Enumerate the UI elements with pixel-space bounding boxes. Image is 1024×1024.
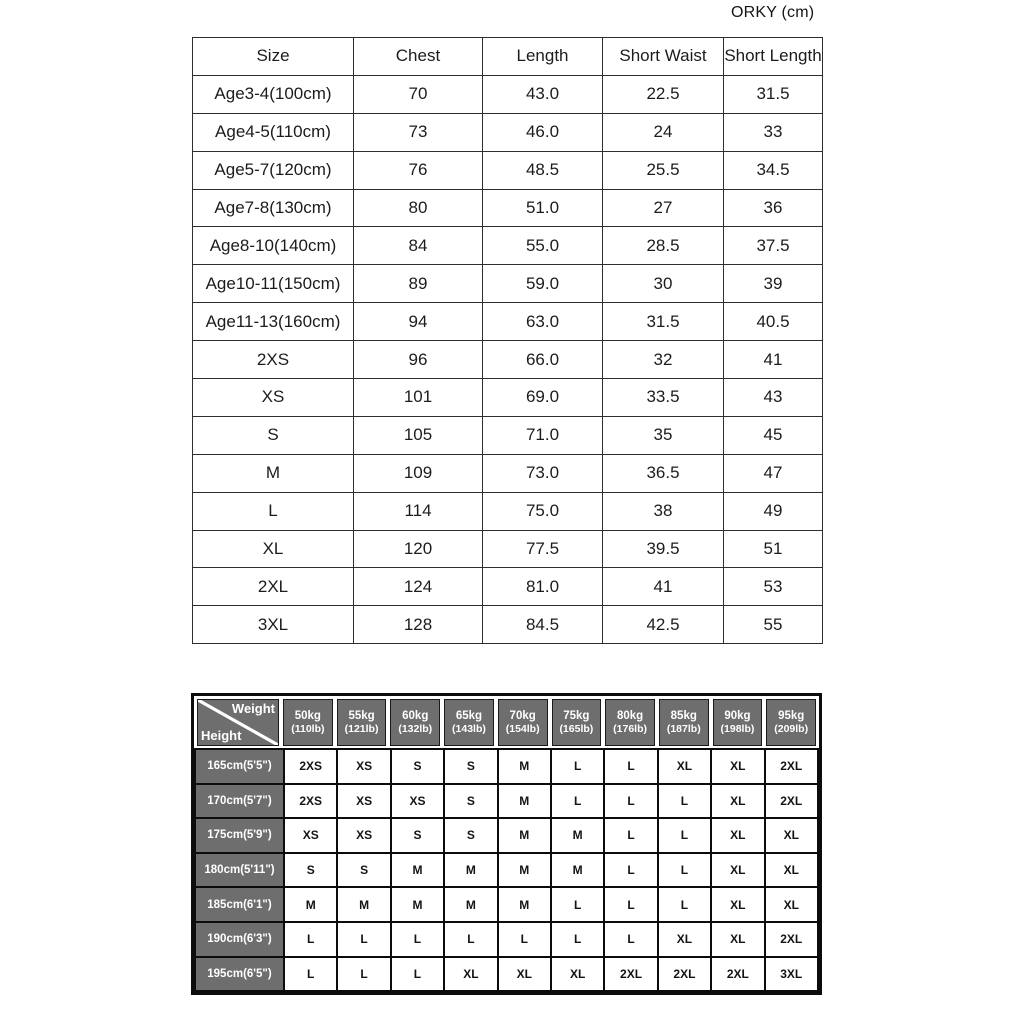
measurement-cell: 80: [354, 189, 483, 227]
size-table-row: [193, 568, 823, 606]
weight-kg-label: 60kg: [402, 710, 429, 723]
measurement-cell: 84.5: [483, 606, 603, 644]
recommended-size-cell: XS: [337, 784, 390, 819]
recommended-size-cell: 2XL: [765, 749, 818, 784]
size-label-cell: 3XL: [193, 606, 354, 644]
measurement-cell: 35: [603, 416, 724, 454]
fit-matrix-row: [195, 887, 818, 922]
recommended-size-cell: S: [444, 784, 497, 819]
measurement-cell: 30: [603, 265, 724, 303]
measurement-cell: 69.0: [483, 379, 603, 417]
fit-matrix-table: [194, 748, 819, 992]
measurement-cell: 27: [603, 189, 724, 227]
recommended-size-cell: XL: [444, 957, 497, 992]
measurement-cell: 96: [354, 341, 483, 379]
recommended-size-cell: L: [604, 784, 657, 819]
recommended-size-cell: L: [604, 887, 657, 922]
recommended-size-cell: M: [444, 853, 497, 888]
recommended-size-cell: L: [604, 922, 657, 957]
measurement-cell: 24: [603, 113, 724, 151]
recommended-size-cell: L: [658, 784, 711, 819]
recommended-size-cell: XL: [711, 818, 764, 853]
brand-unit-label: ORKY (cm): [731, 4, 815, 21]
weight-lb-label: (110lb): [291, 722, 325, 735]
measurement-cell: 51.0: [483, 189, 603, 227]
weight-kg-label: 80kg: [616, 710, 644, 723]
recommended-size-cell: XL: [498, 957, 551, 992]
size-table-row: [193, 75, 823, 113]
measurement-cell: 47: [724, 454, 823, 492]
column-header-chest: Chest: [354, 38, 483, 76]
measurement-cell: 25.5: [603, 151, 724, 189]
fit-matrix-row: [195, 749, 818, 784]
measurement-cell: 49: [724, 492, 823, 530]
measurement-cell: 34.5: [724, 151, 823, 189]
weight-header-cell: [713, 699, 763, 746]
measurement-cell: 94: [354, 303, 483, 341]
recommended-size-cell: L: [337, 957, 390, 992]
weight-kg-label: 65kg: [455, 710, 483, 723]
size-label-cell: XL: [193, 530, 354, 568]
recommended-size-cell: L: [391, 957, 444, 992]
measurement-cell: 39: [724, 265, 823, 303]
measurement-cell: 89: [354, 265, 483, 303]
recommended-size-cell: XL: [658, 749, 711, 784]
recommended-size-cell: L: [551, 887, 604, 922]
measurement-cell: 63.0: [483, 303, 603, 341]
weight-lb-label: (143lb): [452, 722, 486, 735]
weight-lb-label: (165lb): [559, 722, 594, 735]
recommended-size-cell: L: [551, 784, 604, 819]
size-label-cell: Age5-7(120cm): [193, 151, 354, 189]
recommended-size-cell: S: [284, 853, 337, 888]
recommended-size-cell: M: [498, 853, 551, 888]
measurement-cell: 28.5: [603, 227, 724, 265]
measurement-cell: 120: [354, 530, 483, 568]
measurement-cell: 109: [354, 454, 483, 492]
measurement-cell: 71.0: [483, 416, 603, 454]
weight-kg-label: 85kg: [670, 710, 697, 723]
recommended-size-cell: XL: [711, 853, 764, 888]
recommended-size-cell: XS: [337, 749, 390, 784]
recommended-size-cell: L: [444, 922, 497, 957]
size-label-cell: Age10-11(150cm): [193, 265, 354, 303]
recommended-size-cell: 3XL: [765, 957, 818, 992]
weight-lb-label: (198lb): [720, 722, 755, 735]
height-header-cell: 180cm(5'11"): [195, 853, 284, 888]
weight-kg-label: 50kg: [294, 710, 321, 723]
column-header-length: Length: [483, 38, 603, 76]
recommended-size-cell: M: [284, 887, 337, 922]
weight-header-cell: [390, 699, 440, 746]
recommended-size-cell: L: [604, 749, 657, 784]
recommended-size-cell: M: [444, 887, 497, 922]
recommended-size-cell: XL: [765, 818, 818, 853]
measurement-cell: 77.5: [483, 530, 603, 568]
recommended-size-cell: L: [604, 818, 657, 853]
recommended-size-cell: 2XL: [711, 957, 764, 992]
size-label-cell: Age3-4(100cm): [193, 75, 354, 113]
weight-kg-label: 90kg: [724, 710, 751, 723]
measurement-cell: 33.5: [603, 379, 724, 417]
measurement-cell: 76: [354, 151, 483, 189]
measurement-cell: 124: [354, 568, 483, 606]
recommended-size-cell: M: [337, 887, 390, 922]
weight-lb-label: (154lb): [505, 722, 540, 735]
measurement-cell: 128: [354, 606, 483, 644]
recommended-size-cell: XS: [391, 784, 444, 819]
recommended-size-cell: M: [498, 887, 551, 922]
measurement-cell: 39.5: [603, 530, 724, 568]
recommended-size-cell: M: [391, 887, 444, 922]
weight-lb-label: (121lb): [344, 722, 379, 735]
recommended-size-cell: M: [498, 784, 551, 819]
size-table-row: [193, 303, 823, 341]
size-label-cell: Age7-8(130cm): [193, 189, 354, 227]
recommended-size-cell: XS: [337, 818, 390, 853]
fit-matrix-header-row: [194, 696, 819, 748]
size-label-cell: L: [193, 492, 354, 530]
measurement-cell: 70: [354, 75, 483, 113]
measurement-cell: 45: [724, 416, 823, 454]
height-header-cell: 195cm(6'5"): [195, 957, 284, 992]
recommended-size-cell: M: [498, 749, 551, 784]
size-table-row: [193, 189, 823, 227]
size-label-cell: M: [193, 454, 354, 492]
weight-header-cell: [283, 699, 333, 746]
size-table-row: [193, 416, 823, 454]
recommended-size-cell: L: [658, 853, 711, 888]
recommended-size-cell: M: [551, 853, 604, 888]
column-header-short-length: Short Length: [724, 38, 823, 76]
fit-matrix-row: [195, 922, 818, 957]
size-table-row: [193, 606, 823, 644]
size-table: [192, 37, 823, 644]
fit-matrix: [191, 693, 822, 995]
measurement-cell: 41: [603, 568, 724, 606]
measurement-cell: 43.0: [483, 75, 603, 113]
size-table-row: [193, 454, 823, 492]
recommended-size-cell: XL: [765, 853, 818, 888]
weight-header-cell: [444, 699, 494, 746]
recommended-size-cell: L: [658, 818, 711, 853]
weight-header-cell: [659, 699, 709, 746]
size-table-row: [193, 530, 823, 568]
weight-lb-label: (187lb): [666, 722, 701, 735]
recommended-size-cell: L: [658, 887, 711, 922]
size-label-cell: S: [193, 416, 354, 454]
measurement-cell: 55: [724, 606, 823, 644]
fit-matrix-row: [195, 784, 818, 819]
measurement-cell: 38: [603, 492, 724, 530]
measurement-cell: 33: [724, 113, 823, 151]
measurement-cell: 53: [724, 568, 823, 606]
measurement-cell: 41: [724, 341, 823, 379]
measurement-cell: 84: [354, 227, 483, 265]
weight-kg-label: 95kg: [778, 710, 805, 723]
measurement-cell: 43: [724, 379, 823, 417]
weight-header-cell: [605, 699, 655, 746]
fit-matrix-row: [195, 853, 818, 888]
recommended-size-cell: 2XS: [284, 784, 337, 819]
fit-matrix-row: [195, 818, 818, 853]
height-header-cell: 175cm(5'9"): [195, 818, 284, 853]
recommended-size-cell: XL: [551, 957, 604, 992]
measurement-cell: 59.0: [483, 265, 603, 303]
size-label-cell: 2XL: [193, 568, 354, 606]
weight-kg-label: 70kg: [509, 710, 536, 723]
weight-kg-label: 55kg: [348, 710, 375, 723]
size-table-row: [193, 492, 823, 530]
measurement-cell: 73.0: [483, 454, 603, 492]
size-table-header-row: [193, 38, 823, 76]
recommended-size-cell: S: [391, 749, 444, 784]
height-header-cell: 185cm(6'1"): [195, 887, 284, 922]
measurement-cell: 48.5: [483, 151, 603, 189]
size-label-cell: Age11-13(160cm): [193, 303, 354, 341]
fit-matrix-body: [195, 749, 818, 991]
size-table-row: [193, 341, 823, 379]
recommended-size-cell: M: [391, 853, 444, 888]
size-table-row: [193, 227, 823, 265]
recommended-size-cell: XL: [711, 887, 764, 922]
weight-header-cell: [552, 699, 602, 746]
weight-height-corner-cell: [197, 699, 279, 746]
recommended-size-cell: L: [391, 922, 444, 957]
recommended-size-cell: XL: [711, 784, 764, 819]
measurement-cell: 40.5: [724, 303, 823, 341]
recommended-size-cell: 2XL: [765, 784, 818, 819]
recommended-size-cell: 2XL: [765, 922, 818, 957]
size-table-row: [193, 265, 823, 303]
measurement-cell: 46.0: [483, 113, 603, 151]
size-table-row: [193, 151, 823, 189]
recommended-size-cell: L: [604, 853, 657, 888]
recommended-size-cell: XL: [658, 922, 711, 957]
recommended-size-cell: XL: [711, 749, 764, 784]
recommended-size-cell: XL: [765, 887, 818, 922]
weight-lb-label: (209lb): [774, 722, 809, 735]
measurement-cell: 31.5: [724, 75, 823, 113]
recommended-size-cell: XS: [284, 818, 337, 853]
measurement-cell: 73: [354, 113, 483, 151]
corner-weight-label: Weight: [231, 701, 275, 716]
recommended-size-cell: M: [498, 818, 551, 853]
recommended-size-cell: L: [551, 922, 604, 957]
measurement-cell: 66.0: [483, 341, 603, 379]
height-header-cell: 170cm(5'7"): [195, 784, 284, 819]
measurement-cell: 37.5: [724, 227, 823, 265]
height-header-cell: 165cm(5'5"): [195, 749, 284, 784]
size-table-row: [193, 113, 823, 151]
weight-header-cell: [766, 699, 816, 746]
measurement-cell: 42.5: [603, 606, 724, 644]
measurement-cell: 101: [354, 379, 483, 417]
column-header-size: Size: [193, 38, 354, 76]
recommended-size-cell: L: [284, 922, 337, 957]
size-table-body: [193, 75, 823, 643]
recommended-size-cell: L: [337, 922, 390, 957]
column-header-short-waist: Short Waist: [603, 38, 724, 76]
recommended-size-cell: 2XS: [284, 749, 337, 784]
recommended-size-cell: L: [551, 749, 604, 784]
weight-header-cell: [498, 699, 548, 746]
measurement-cell: 55.0: [483, 227, 603, 265]
measurement-cell: 114: [354, 492, 483, 530]
measurement-cell: 81.0: [483, 568, 603, 606]
recommended-size-cell: S: [444, 749, 497, 784]
size-label-cell: XS: [193, 379, 354, 417]
recommended-size-cell: S: [444, 818, 497, 853]
recommended-size-cell: 2XL: [658, 957, 711, 992]
recommended-size-cell: S: [391, 818, 444, 853]
weight-lb-label: (176lb): [613, 722, 647, 735]
recommended-size-cell: L: [498, 922, 551, 957]
recommended-size-cell: S: [337, 853, 390, 888]
recommended-size-cell: L: [284, 957, 337, 992]
size-label-cell: Age4-5(110cm): [193, 113, 354, 151]
measurement-cell: 51: [724, 530, 823, 568]
weight-header-cell: [337, 699, 387, 746]
measurement-cell: 22.5: [603, 75, 724, 113]
height-header-cell: 190cm(6'3"): [195, 922, 284, 957]
weight-kg-label: 75kg: [563, 710, 590, 723]
recommended-size-cell: M: [551, 818, 604, 853]
size-table-row: [193, 379, 823, 417]
measurement-cell: 36: [724, 189, 823, 227]
size-label-cell: 2XS: [193, 341, 354, 379]
measurement-cell: 105: [354, 416, 483, 454]
weight-lb-label: (132lb): [398, 722, 433, 735]
fit-matrix-row: [195, 957, 818, 992]
measurement-cell: 31.5: [603, 303, 724, 341]
measurement-cell: 36.5: [603, 454, 724, 492]
measurement-cell: 32: [603, 341, 724, 379]
recommended-size-cell: XL: [711, 922, 764, 957]
size-label-cell: Age8-10(140cm): [193, 227, 354, 265]
corner-height-label: Height: [201, 728, 242, 743]
measurement-cell: 75.0: [483, 492, 603, 530]
recommended-size-cell: 2XL: [604, 957, 657, 992]
